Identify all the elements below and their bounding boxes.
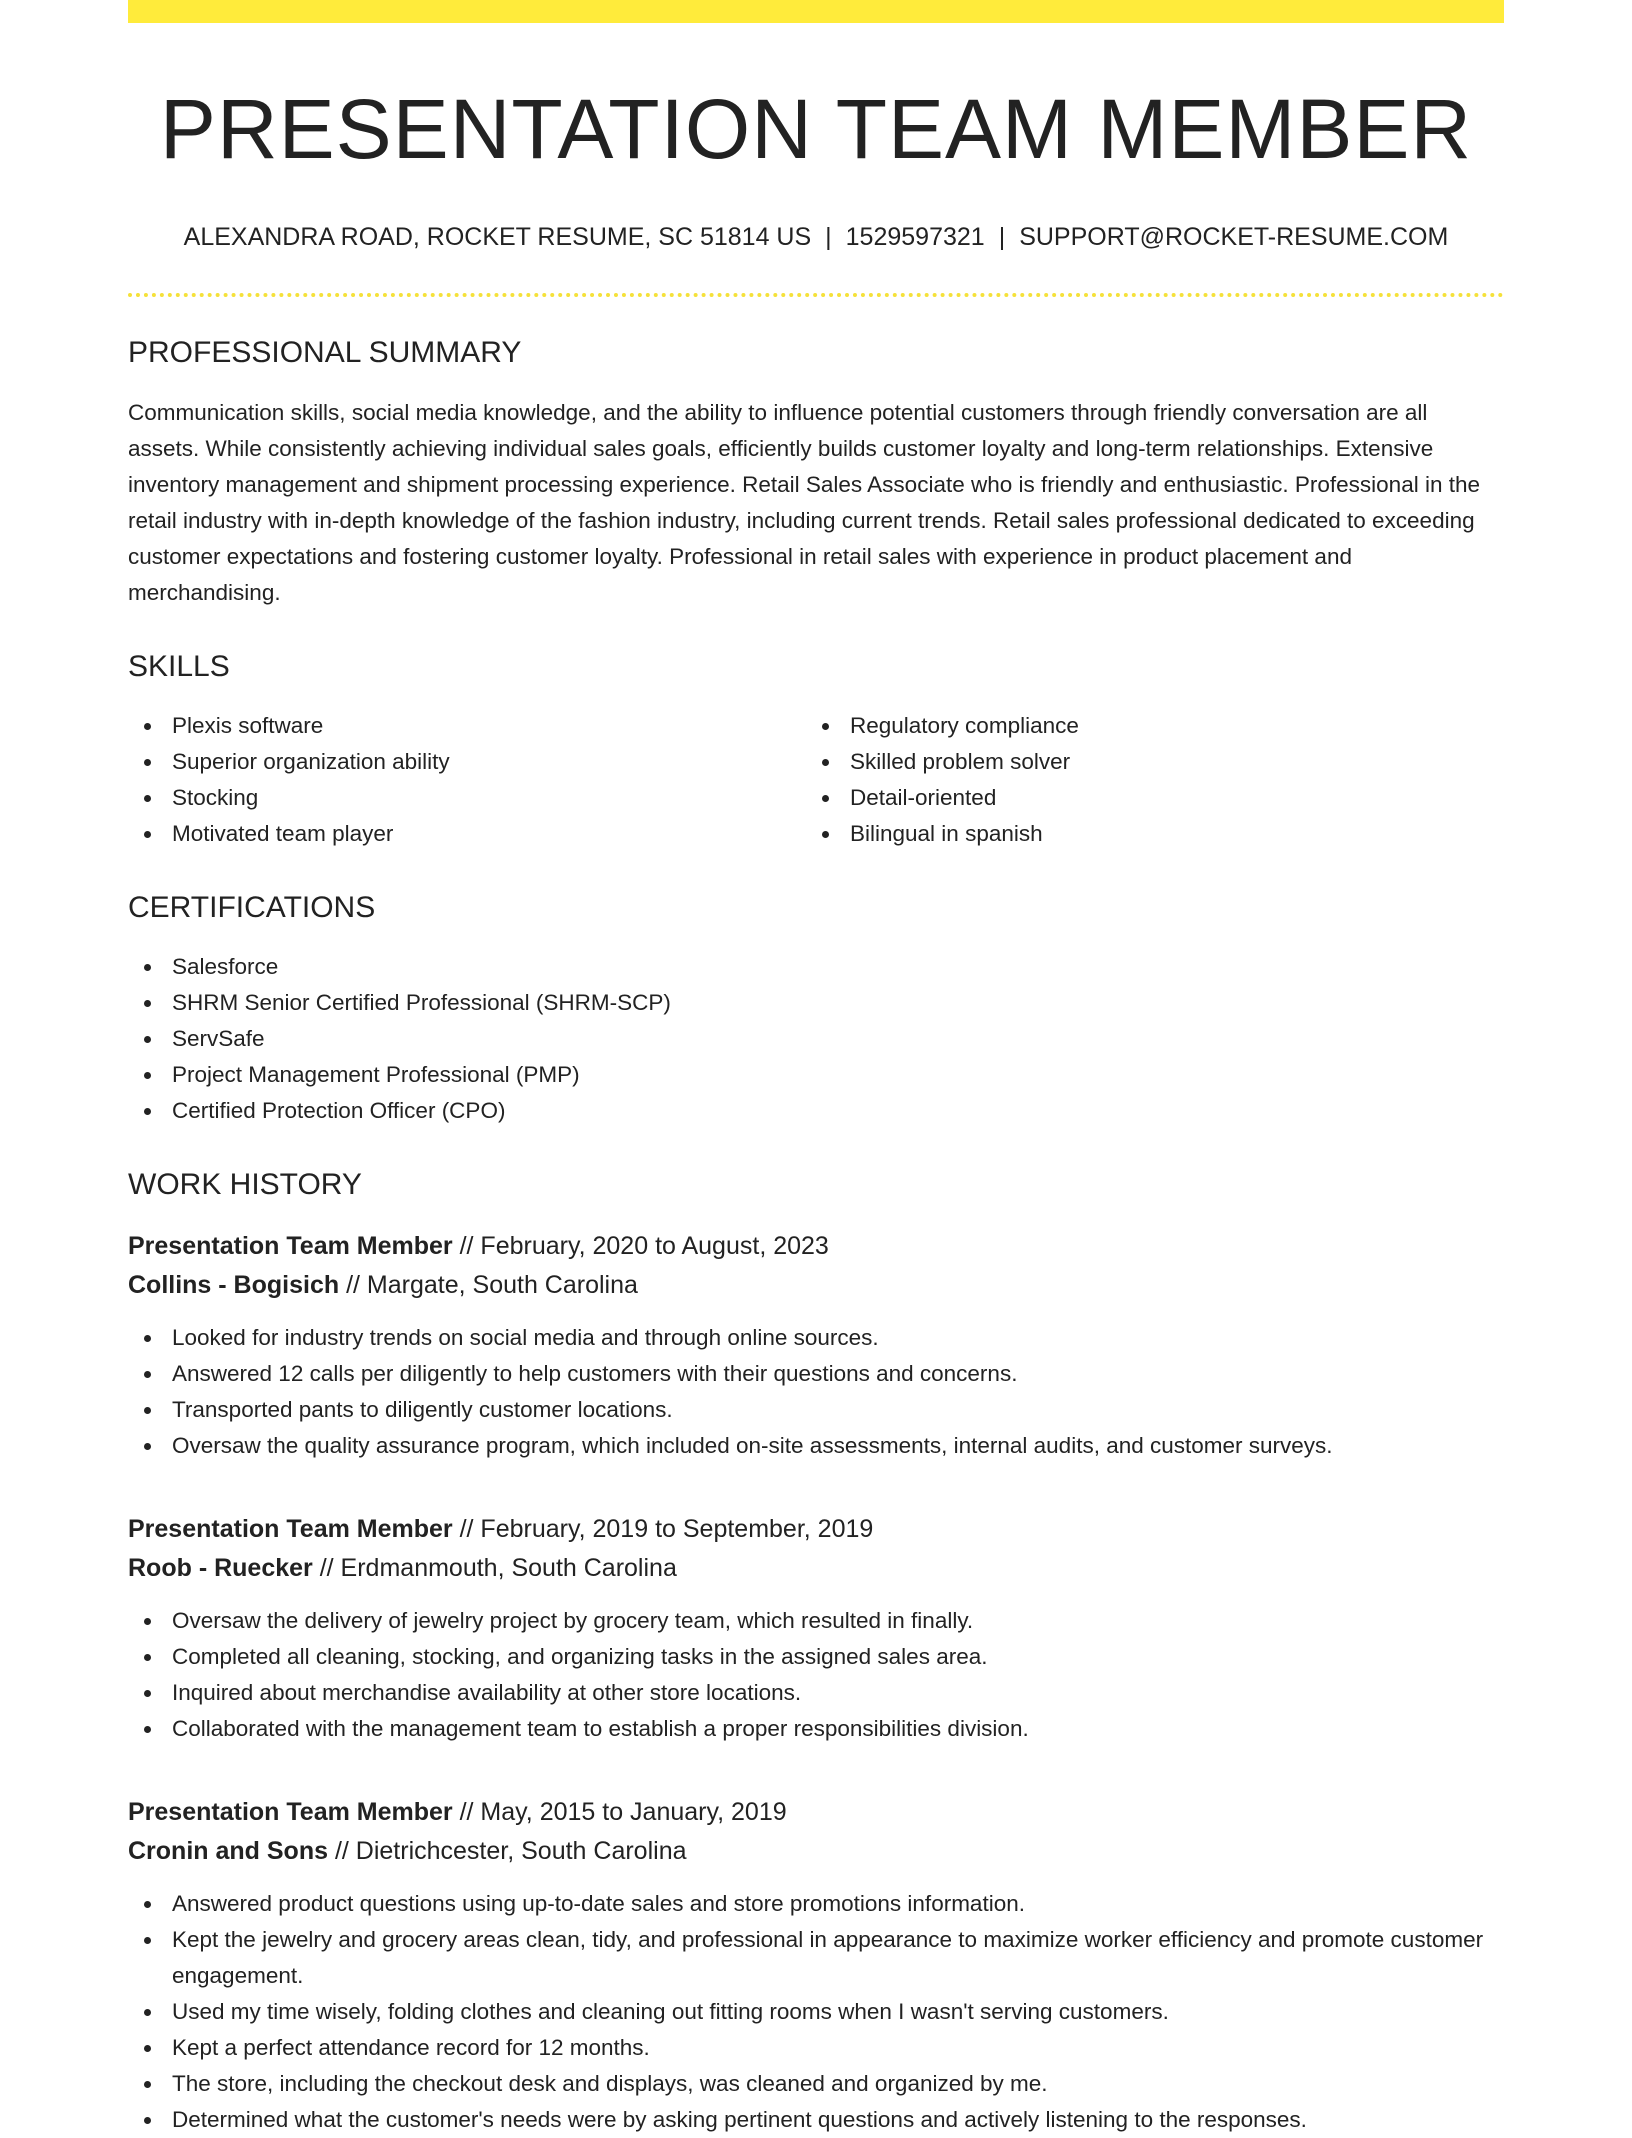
work-history-heading: WORK HISTORY bbox=[128, 1168, 362, 1201]
job-entry bbox=[128, 1510, 1504, 1747]
skill-item: Superior organization ability bbox=[128, 744, 806, 780]
contact-line bbox=[128, 222, 1504, 252]
job-dates: // February, 2019 to September, 2019 bbox=[459, 1515, 874, 1543]
job-role-line bbox=[128, 1510, 1504, 1549]
contact-email: SUPPORT@ROCKET-RESUME.COM bbox=[1019, 223, 1449, 251]
candidate-title: PRESENTATION TEAM MEMBER bbox=[159, 82, 1473, 176]
certification-item: Certified Protection Officer (CPO) bbox=[128, 1093, 1504, 1129]
certification-item: Salesforce bbox=[128, 949, 1504, 985]
job-duty: Kept the jewelry and grocery areas clean, tidy, and professional in appearance to maximize worker efficiency and promote customer engagement. bbox=[128, 1922, 1504, 1994]
job-duty: Answered 12 calls per diligently to help customers with their questions and concerns. bbox=[128, 1356, 1504, 1392]
job-duties-list bbox=[128, 1886, 1504, 2138]
certification-item: ServSafe bbox=[128, 1021, 1504, 1057]
contact-phone: 1529597321 bbox=[845, 223, 985, 251]
job-duty: Looked for industry trends on social media and through online sources. bbox=[128, 1320, 1504, 1356]
job-company: Roob - Ruecker bbox=[128, 1554, 313, 1582]
job-duty: Used my time wisely, folding clothes and cleaning out fitting rooms when I wasn't serving customers. bbox=[128, 1994, 1504, 2030]
job-location: // Dietrichcester, South Carolina bbox=[334, 1837, 687, 1865]
job-dates: // February, 2020 to August, 2023 bbox=[459, 1232, 829, 1260]
skills-left-list bbox=[128, 708, 806, 852]
job-duty: Collaborated with the management team to establish a proper responsibilities division. bbox=[128, 1711, 1504, 1747]
job-company-line bbox=[128, 1832, 1504, 1871]
job-role: Presentation Team Member bbox=[128, 1515, 453, 1543]
certification-item: SHRM Senior Certified Professional (SHRM-SCP) bbox=[128, 985, 1504, 1021]
skill-item: Bilingual in spanish bbox=[806, 816, 1484, 852]
job-company-line bbox=[128, 1266, 1504, 1305]
job-duties-list bbox=[128, 1603, 1504, 1747]
job-duty: Answered product questions using up-to-date sales and store promotions information. bbox=[128, 1886, 1504, 1922]
resume-content bbox=[128, 23, 1504, 2138]
contact-address: ALEXANDRA ROAD, ROCKET RESUME, SC 51814 US bbox=[183, 223, 812, 251]
job-duty: Completed all cleaning, stocking, and organizing tasks in the assigned sales area. bbox=[128, 1639, 1504, 1675]
job-location: // Margate, South Carolina bbox=[346, 1271, 638, 1299]
certifications-heading: CERTIFICATIONS bbox=[128, 891, 376, 924]
contact-separator: | bbox=[825, 223, 832, 251]
job-role-line bbox=[128, 1793, 1504, 1832]
skills-columns bbox=[128, 708, 1504, 852]
job-entry bbox=[128, 1793, 1504, 2138]
job-company: Collins - Bogisich bbox=[128, 1271, 340, 1299]
skill-item: Detail-oriented bbox=[806, 780, 1484, 816]
certifications-list bbox=[128, 949, 1504, 1129]
job-duties-list bbox=[128, 1320, 1504, 1464]
job-dates: // May, 2015 to January, 2019 bbox=[459, 1798, 787, 1826]
dotted-divider bbox=[128, 293, 1504, 297]
skill-item: Plexis software bbox=[128, 708, 806, 744]
job-role: Presentation Team Member bbox=[128, 1232, 453, 1260]
skills-heading: SKILLS bbox=[128, 650, 230, 683]
job-role: Presentation Team Member bbox=[128, 1798, 453, 1826]
summary-heading: PROFESSIONAL SUMMARY bbox=[128, 336, 522, 369]
skill-item: Skilled problem solver bbox=[806, 744, 1484, 780]
job-location: // Erdmanmouth, South Carolina bbox=[319, 1554, 677, 1582]
job-duty: Transported pants to diligently customer locations. bbox=[128, 1392, 1504, 1428]
skill-item: Stocking bbox=[128, 780, 806, 816]
job-company-line bbox=[128, 1549, 1504, 1588]
job-duty: Kept a perfect attendance record for 12 months. bbox=[128, 2030, 1504, 2066]
certification-item: Project Management Professional (PMP) bbox=[128, 1057, 1504, 1093]
skill-item: Regulatory compliance bbox=[806, 708, 1484, 744]
skills-right-list bbox=[806, 708, 1484, 852]
job-duty: Oversaw the quality assurance program, which included on-site assessments, internal audits, and customer surveys. bbox=[128, 1428, 1504, 1464]
contact-separator: | bbox=[998, 223, 1006, 251]
job-duty: Inquired about merchandise availability at other store locations. bbox=[128, 1675, 1504, 1711]
skill-item: Motivated team player bbox=[128, 816, 806, 852]
job-duty: Oversaw the delivery of jewelry project by grocery team, which resulted in finally. bbox=[128, 1603, 1504, 1639]
summary-text: Communication skills, social media knowledge, and the ability to influence potential customers through friendly conversation are all assets. While consistently achieving individual sales goals, efficiently builds customer loyalty and long-term relationships. Extensive inventory management and shipment processing experience. Retail Sales Associate who is friendly and enthusiastic. Professional in the retail industry with in-depth knowledge of the fashion industry, including current trends. Retail sales professional dedicated to exceeding customer expectations and fostering customer loyalty. Professional in retail sales with experience in product placement and merchandising. bbox=[128, 400, 1480, 605]
job-role-line bbox=[128, 1227, 1504, 1266]
accent-bar bbox=[128, 0, 1504, 23]
job-duty: Determined what the customer's needs were by asking pertinent questions and actively listening to the responses. bbox=[128, 2102, 1504, 2138]
job-entry bbox=[128, 1227, 1504, 1464]
job-company: Cronin and Sons bbox=[128, 1837, 328, 1865]
job-duty: The store, including the checkout desk and displays, was cleaned and organized by me. bbox=[128, 2066, 1504, 2102]
